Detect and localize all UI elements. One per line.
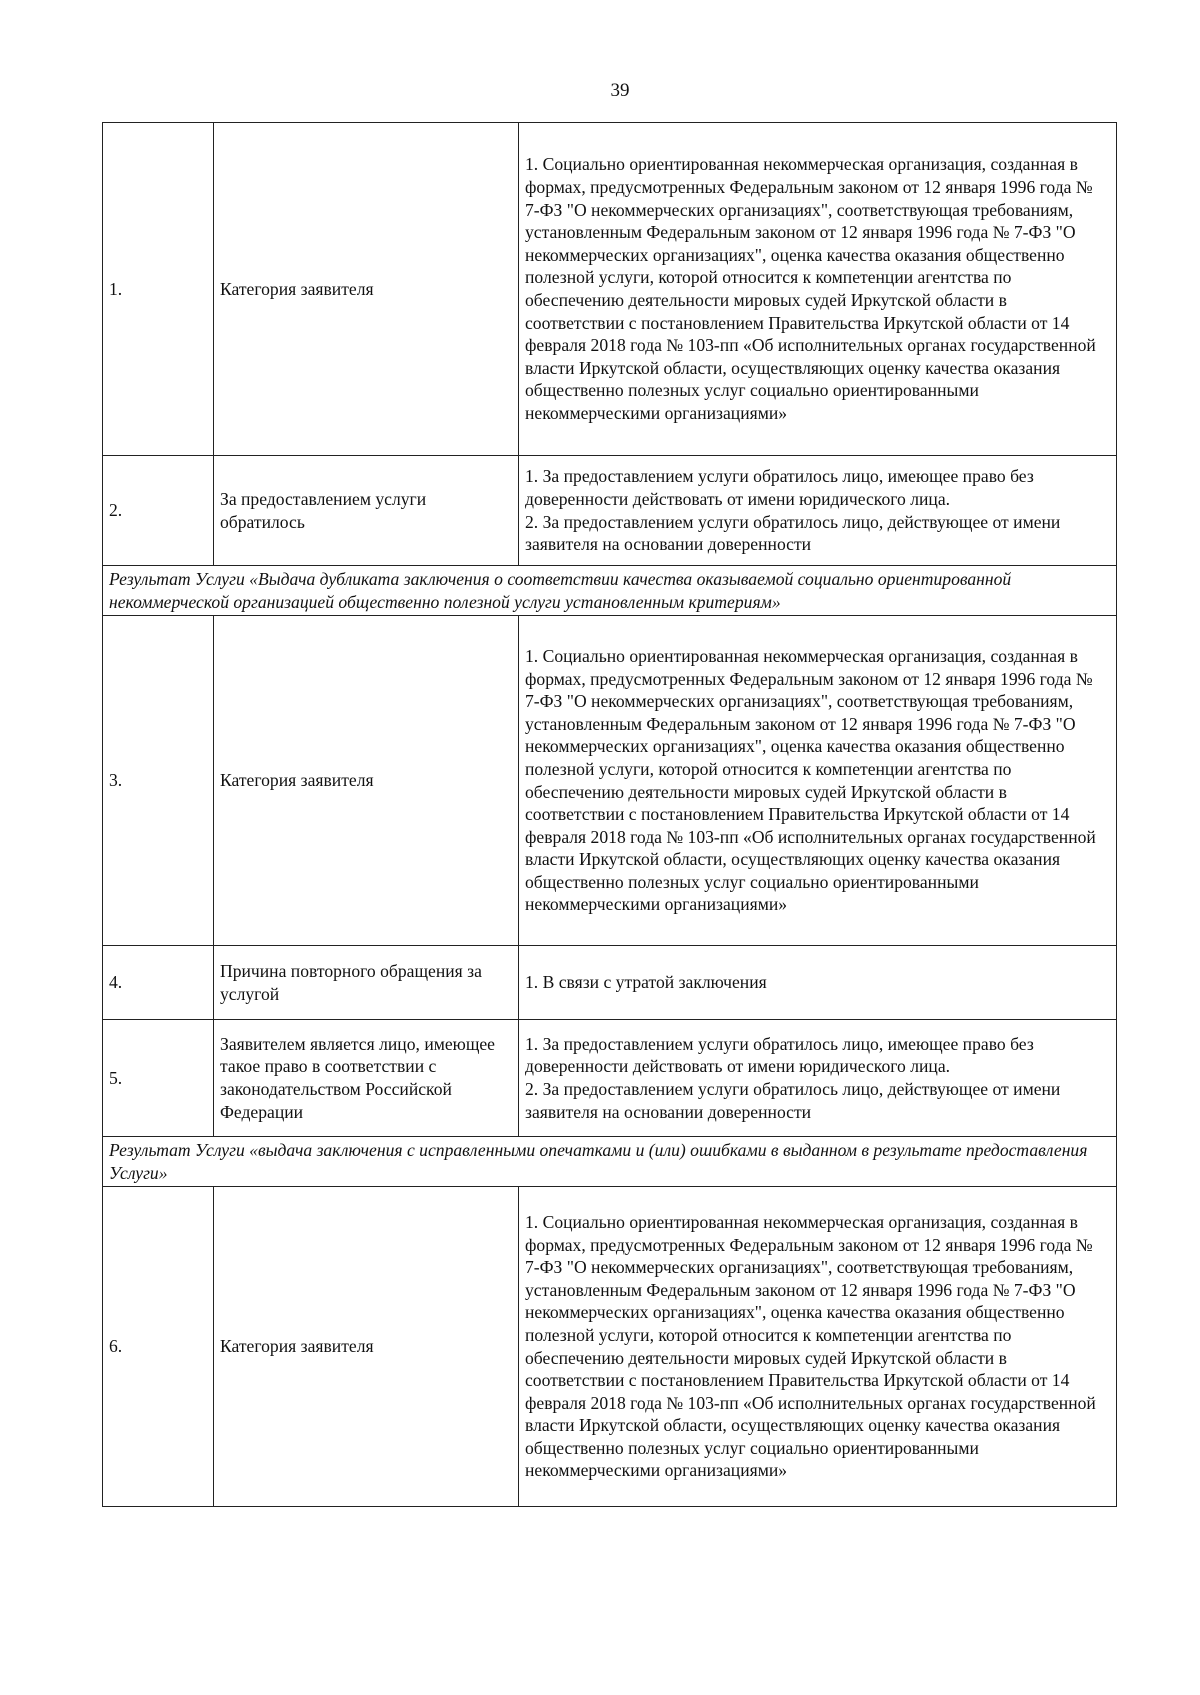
row-category: Категория заявителя [214,1187,519,1507]
row-category: Категория заявителя [214,616,519,946]
row-number: 5. [103,1020,214,1137]
result-row [103,1137,1117,1187]
row-description: 1. Социально ориентированная некоммерческая организация, созданная в формах, предусмотренных Федеральным законом от 12 января 1996 года № 7-ФЗ "О некоммерческих организациях", соответствующая требованиям, установленным Федеральным законом от 12 января 1996 года № 7-ФЗ "О некоммерческих организациях", оценка качества оказания общественно полезной услуги, которой относится к компетенции агентства по обеспечению деятельности мировых судей Иркутской области в соответствии с постановлением Правительства Иркутской области от 14 февраля 2018 года № 103-пп «Об исполнительных органах государственной власти Иркутской области, осуществляющих оценку качества оказания общественно полезных услуг социально ориентированными некоммерческими организациями» [519,123,1117,456]
result-row [103,566,1117,616]
table-row [103,456,1117,566]
result-heading: Результат Услуги «выдача заключения с исправленными опечатками и (или) ошибками в выданном в результате предоставления Услуги» [103,1137,1117,1187]
row-description: 1. Социально ориентированная некоммерческая организация, созданная в формах, предусмотренных Федеральным законом от 12 января 1996 года № 7-ФЗ "О некоммерческих организациях", соответствующая требованиям, установленным Федеральным законом от 12 января 1996 года № 7-ФЗ "О некоммерческих организациях", оценка качества оказания общественно полезной услуги, которой относится к компетенции агентства по обеспечению деятельности мировых судей Иркутской области в соответствии с постановлением Правительства Иркутской области от 14 февраля 2018 года № 103-пп «Об исполнительных органах государственной власти Иркутской области, осуществляющих оценку качества оказания общественно полезных услуг социально ориентированными некоммерческими организациями» [519,1187,1117,1507]
description-item: 2. За предоставлением услуги обратилось лицо, действующее от имени заявителя на основании доверенности [525,1079,1061,1122]
table-row [103,123,1117,456]
table-row [103,616,1117,946]
description-item: 1. За предоставлением услуги обратилось лицо, имеющее право без доверенности действовать от имени юридического лица. [525,1033,1034,1077]
description-item: 2. За предоставлением услуги обратилось лицо, действующее от имени заявителя на основании доверенности [525,511,1061,555]
row-number: 1. [103,123,214,456]
row-number: 3. [103,616,214,946]
row-category: Причина повторного обращения за услугой [214,946,519,1020]
row-number: 2. [103,456,214,566]
row-description [519,1020,1117,1137]
table-row [103,1187,1117,1507]
table-row [103,946,1117,1020]
page-number: 39 [610,80,630,101]
row-number: 4. [103,946,214,1020]
result-heading: Результат Услуги «Выдача дубликата заключения о соответствии качества оказываемой социально ориентированной некоммерческой организацией общественно полезной услуги установленным критериям» [103,566,1117,616]
table-row [103,1020,1117,1137]
row-number: 6. [103,1187,214,1507]
row-category: Категория заявителя [214,123,519,456]
applicant-variants-table [102,122,1117,1507]
row-category: За предоставлением услуги обратилось [214,456,519,566]
description-item: 1. За предоставлением услуги обратилось лицо, имеющее право без доверенности действовать от имени юридического лица. [525,466,1034,509]
row-description [519,456,1117,566]
row-description: 1. В связи с утратой заключения [519,946,1117,1020]
row-category: Заявителем является лицо, имеющее такое право в соответствии с законодательством Российской Федерации [214,1020,519,1137]
row-description: 1. Социально ориентированная некоммерческая организация, созданная в формах, предусмотренных Федеральным законом от 12 января 1996 года № 7-ФЗ "О некоммерческих организациях", соответствующая требованиям, установленным Федеральным законом от 12 января 1996 года № 7-ФЗ "О некоммерческих организациях", оценка качества оказания общественно полезной услуги, которой относится к компетенции агентства по обеспечению деятельности мировых судей Иркутской области в соответствии с постановлением Правительства Иркутской области от 14 февраля 2018 года № 103-пп «Об исполнительных органах государственной власти Иркутской области, осуществляющих оценку качества оказания общественно полезных услуг социально ориентированными некоммерческими организациями» [519,616,1117,946]
